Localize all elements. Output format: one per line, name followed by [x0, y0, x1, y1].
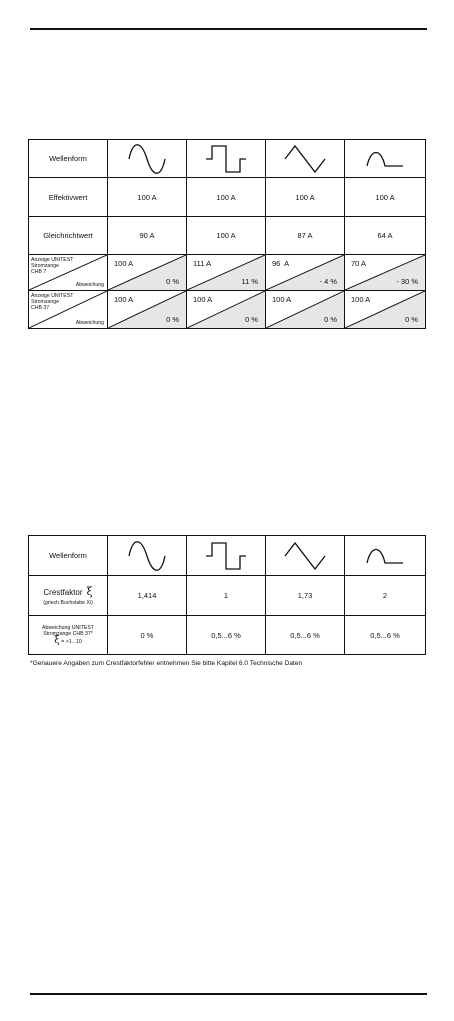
row-label-rectified: Gleichrichtwert — [29, 217, 108, 255]
xi-symbol: ξ — [86, 585, 93, 598]
split-cell — [345, 291, 426, 329]
xi-symbol: ξ — [54, 634, 60, 646]
cell-value: 1,414 — [108, 576, 187, 616]
cell-value: 64 A — [345, 217, 426, 255]
deviation-value: - 30 % — [396, 277, 418, 286]
sine-wave-icon — [108, 140, 187, 178]
reading-value: 100 A — [272, 295, 292, 304]
sine-wave-icon — [108, 536, 187, 576]
deviation-value: 0 % — [405, 315, 418, 324]
deviation-range: = >1...10 — [59, 638, 82, 645]
row-label-chb37 — [29, 291, 108, 329]
half-sine-pulse-icon — [345, 536, 426, 576]
cell-value: 1,73 — [266, 576, 345, 616]
crest-factor-table — [28, 535, 426, 655]
deviation-label: Abweichung — [75, 320, 104, 326]
reading-value: 100 A — [351, 295, 371, 304]
waveform-header-row — [29, 536, 426, 576]
cell-value: 100 A — [108, 178, 187, 217]
split-cell — [108, 291, 187, 329]
row-label-deviation — [29, 616, 108, 655]
bottom-rule — [30, 993, 427, 995]
waveform-header-row — [29, 140, 426, 178]
square-wave-icon — [187, 536, 266, 576]
device-label: Anzeige UNITEST Stromzange CHB 37 — [31, 293, 74, 311]
table-row — [29, 616, 426, 655]
table-row — [29, 255, 426, 291]
cell-value: 100 A — [345, 178, 426, 217]
cell-value: 100 A — [187, 217, 266, 255]
deviation-value: 11 % — [241, 277, 258, 286]
row-label-chb7 — [29, 255, 108, 291]
triangle-wave-icon — [266, 140, 345, 178]
split-cell — [266, 255, 345, 291]
deviation-value: 0 % — [245, 315, 258, 324]
waveform-header-label: Wellenform — [29, 536, 108, 576]
reading-value: 70 A — [351, 259, 367, 268]
device-label: Anzeige UNITEST Stromzange CHB 7 — [31, 257, 74, 275]
table-row — [29, 576, 426, 616]
crest-label: Crestfaktor — [43, 588, 83, 597]
cell-value: 100 A — [266, 178, 345, 217]
deviation-line2: Stromzange CHB 37* — [43, 631, 93, 638]
split-cell — [187, 255, 266, 291]
cell-value: 1 — [187, 576, 266, 616]
deviation-value: - 4 % — [319, 277, 337, 286]
crest-sublabel: (griech.Buchstabe Xi) — [43, 600, 93, 606]
deviation-value: 0 % — [324, 315, 337, 324]
cell-value: 0 % — [108, 616, 187, 655]
cell-value: 100 A — [187, 178, 266, 217]
cell-value: 0,5...6 % — [345, 616, 426, 655]
reading-value: 100 A — [114, 259, 134, 268]
table-row — [29, 217, 426, 255]
row-label-crest — [29, 576, 108, 616]
deviation-value: 0 % — [166, 315, 179, 324]
split-cell — [266, 291, 345, 329]
square-wave-icon — [187, 140, 266, 178]
half-sine-pulse-icon — [345, 140, 426, 178]
split-cell — [187, 291, 266, 329]
table-row — [29, 178, 426, 217]
top-rule — [30, 28, 427, 30]
deviation-label: Abweichung — [75, 282, 104, 288]
split-cell — [345, 255, 426, 291]
deviation-value: 0 % — [166, 277, 179, 286]
footnote: *Genauere Angaben zum Crestfaktorfehler entnehmen Sie bitte Kapitel 6.0 Technische Daten — [30, 660, 303, 667]
table-row — [29, 291, 426, 329]
reading-value: 111 A — [193, 259, 212, 268]
cell-value: 0,5...6 % — [266, 616, 345, 655]
reading-value: 100 A — [114, 295, 134, 304]
cell-value: 90 A — [108, 217, 187, 255]
cell-value: 87 A — [266, 217, 345, 255]
cell-value: 2 — [345, 576, 426, 616]
split-cell — [108, 255, 187, 291]
reading-value: 96 A — [272, 259, 290, 268]
waveform-rms-table — [28, 139, 426, 329]
waveform-header-label: Wellenform — [29, 140, 108, 178]
cell-value: 0,5...6 % — [187, 616, 266, 655]
reading-value: 100 A — [193, 295, 213, 304]
triangle-wave-icon — [266, 536, 345, 576]
deviation-line1: Abweichung UNITEST — [42, 624, 94, 631]
row-label-rms: Effektivwert — [29, 178, 108, 217]
